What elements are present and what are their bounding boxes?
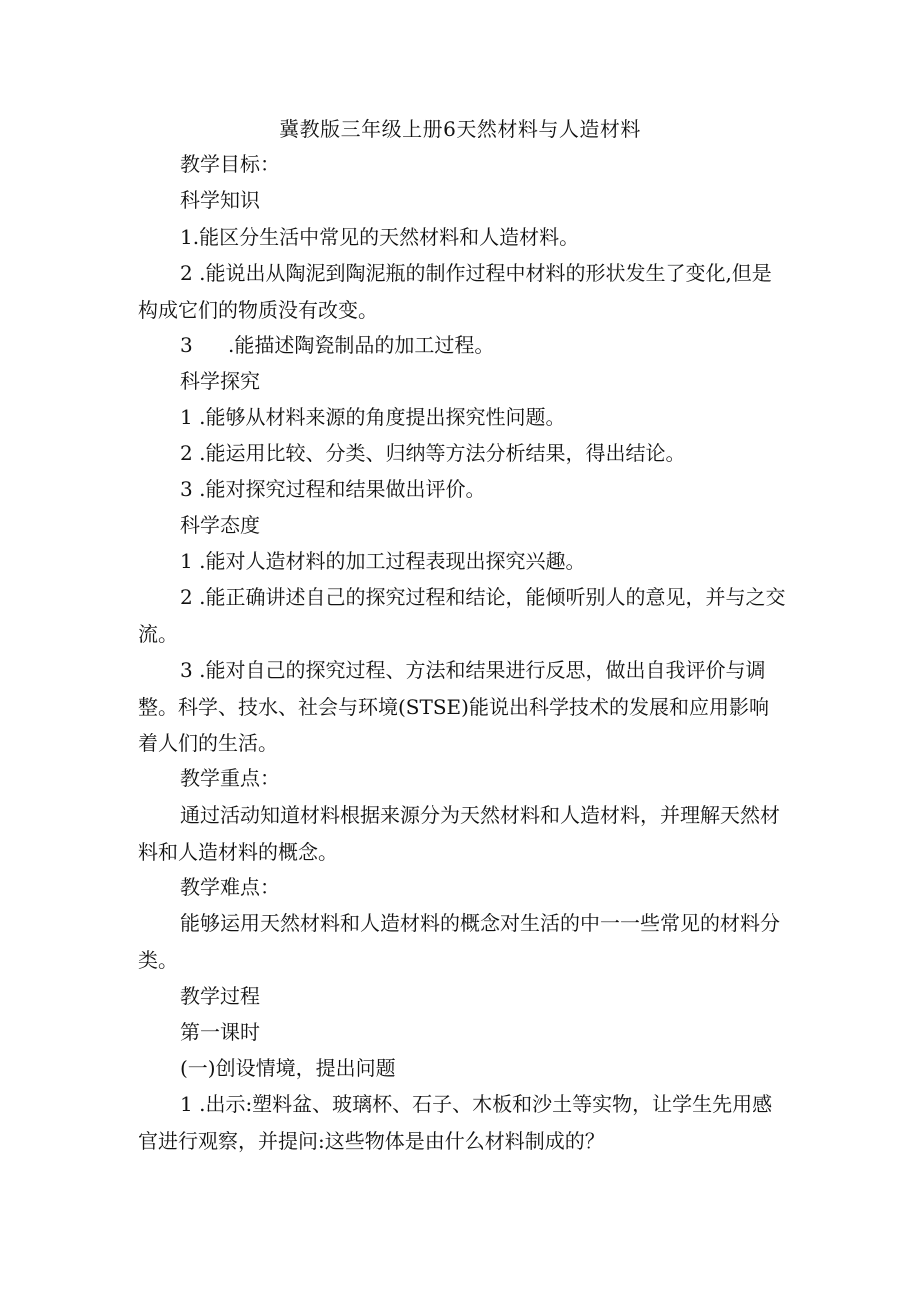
knowledge-item-1: 1.能区分生活中常见的天然材料和人造材料。 xyxy=(180,225,580,249)
attitude-item-1: 1 .能对人造材料的加工过程表现出探究兴趣。 xyxy=(180,549,586,573)
document-title: 冀教版三年级上册6天然材料与人造材料 xyxy=(279,117,641,141)
inquiry-item-1: 1 .能够从材料来源的角度提出探究性问题。 xyxy=(180,405,566,429)
subheading-science-attitude: 科学态度 xyxy=(180,513,260,537)
difficult-points-text: 能够运用天然材料和人造材料的概念对生活的中一一些常见的材料分类。 xyxy=(138,911,780,972)
knowledge-item-3 xyxy=(180,327,790,363)
process-item-1: 1 .出示:塑料盆、玻璃杯、石子、木板和沙土等实物，让学生先用感官进行观察，并提问:这些物体是由什么材料制成的？ xyxy=(138,1092,773,1153)
subheading-science-knowledge: 科学知识 xyxy=(180,188,260,212)
inquiry-item-2: 2 .能运用比较、分类、归纳等方法分析结果，得出结论。 xyxy=(180,441,686,465)
heading-teaching-process: 教学过程 xyxy=(180,984,260,1008)
knowledge-item-3-number: 3 xyxy=(180,333,193,357)
attitude-item-3: 3 .能对自己的探究过程、方法和结果进行反思，做出自我评价与调整。科学、技水、社会与环境(STSE)能说出科学技术的发展和应用影响着人们的生活。 xyxy=(138,658,769,755)
subheading-science-inquiry: 科学探究 xyxy=(180,369,260,393)
subheading-first-lesson: 第一课时 xyxy=(180,1020,260,1044)
inquiry-item-3: 3 .能对探究过程和结果做出评价。 xyxy=(180,477,486,501)
key-points-text: 通过活动知道材料根据来源分为天然材料和人造材料，并理解天然材料和人造材料的概念。 xyxy=(138,803,780,864)
attitude-item-2: 2 .能正确讲述自己的探究过程和结论，能倾听别人的意见，并与之交流。 xyxy=(138,585,786,646)
heading-difficult-points: 教学难点： xyxy=(180,875,280,899)
knowledge-item-3-text: .能描述陶瓷制品的加工过程。 xyxy=(228,333,495,357)
heading-key-points: 教学重点： xyxy=(180,766,280,790)
heading-teaching-goals: 教学目标： xyxy=(180,152,280,176)
section-create-situation: (一)创设情境，提出问题 xyxy=(180,1056,396,1080)
knowledge-item-2: 2 .能说出从陶泥到陶泥瓶的制作过程中材料的形状发生了变化,但是构成它们的物质没有改变。 xyxy=(138,261,772,322)
